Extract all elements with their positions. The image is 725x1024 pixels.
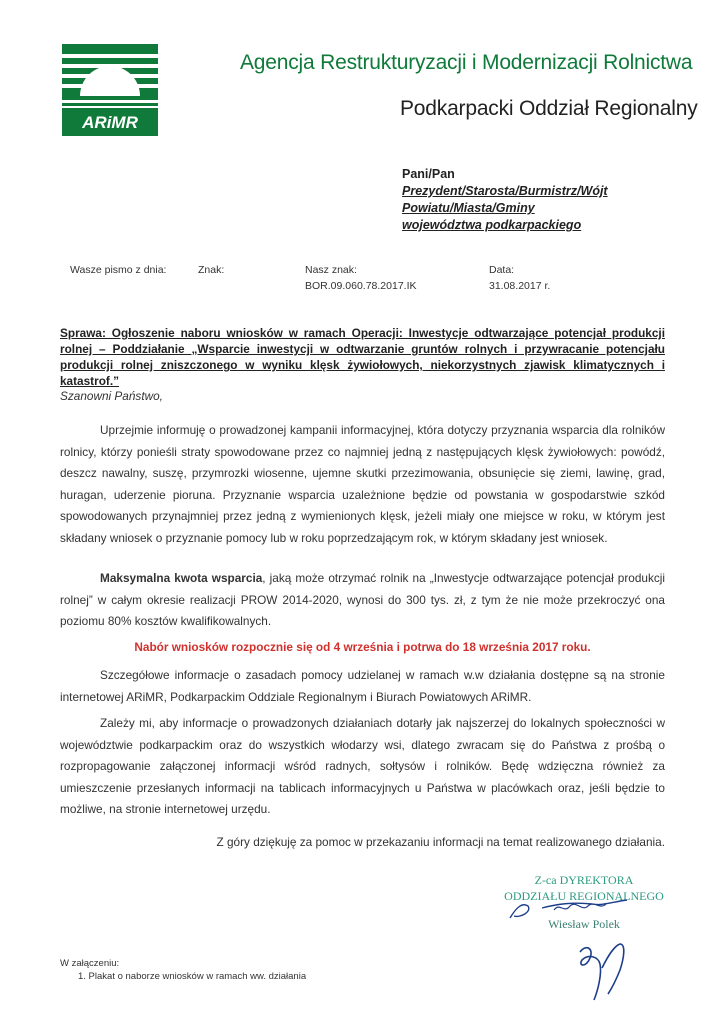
agency-name: Agencja Restrukturyzacji i Modernizacji Rolnictwa: [240, 51, 693, 74]
our-sign-label: Nasz znak:: [305, 264, 357, 276]
branch-name: Podkarpacki Oddział Regionalny: [400, 97, 698, 120]
date-label: Data:: [489, 264, 515, 276]
attachment-item: 1. Plakat o naborze wniosków w ramach ww. działania: [78, 971, 307, 982]
paragraph-3: [60, 665, 665, 708]
our-sign-value: BOR.09.060.78.2017.IK: [305, 280, 417, 292]
arimr-logo: [62, 44, 158, 136]
paragraph-2: [60, 568, 665, 633]
sign-label: Znak:: [198, 264, 225, 276]
paragraph-1: [60, 420, 665, 549]
paragraph-2-bold: Maksymalna kwota wsparcia: [100, 571, 263, 585]
addressee-line-3: Powiatu/Miasta/Gminy: [402, 201, 535, 215]
addressee-block: [402, 166, 608, 234]
attachments: [60, 957, 306, 983]
paragraph-1-text: Uprzejmie informuję o prowadzonej kampanii informacyjnej, która dotyczy przyznania wsparcia dla rolników rolnicy, którzy ponieśli straty spowodowane przez co najmniej jedną z następujących klęsk żywiołowych: powódź, deszcz nawalny, suszę, przymrozki wiosenne, ujemne skutki przezimowania, obsunięcie się ziemi, lawinę, grad, huragan, uderzenie pioruna. Przyznanie wsparcia uzależnione będzie od powstania w gospodarstwie szkód spowodowanych przynajmniej przez jedną z wymienionych klęsk, jeżeli miały one miejsce w roku, w którym jest składany wniosek o przyznanie pomocy lub w roku poprzedzającym rok, w którym składany jest wniosek.: [60, 423, 665, 545]
handwritten-signature: [572, 938, 632, 1004]
paragraph-3-text: Szczegółowe informacje o zasadach pomocy udzielanej w ramach w.w działania dostępne są na stronie internetowej ARiMR, Podkarpackim Oddziale Regionalnym i Biurach Powiatowych ARiMR.: [60, 668, 665, 704]
attachments-label: W załączeniu:: [60, 958, 120, 969]
logo-text: ARiMR: [82, 113, 138, 132]
subject-line: Sprawa: Ogłoszenie naboru wniosków w ramach Operacji: Inwestycje odtwarzające potencjał produkcji rolnej – Poddziałanie „Wsparcie inwestycji w odtwarzanie gruntów rolnych i przywracanie potencjału produkcji rolnej zniszczonego w wyniku klęsk żywiołowych, niekorzystnych zjawisk klimatycznych i katastrof.”: [60, 326, 665, 388]
paragraph-4-text: Zależy mi, aby informacje o prowadzonych działaniach dotarły jak najszerzej do lokalnych społeczności w województwie podkarpackim oraz do wszystkich włodarzy wsi, dlatego zwracam się do Państwa z prośbą o rozpropagowanie załączonej informacji wśród radnych, sołtysów i rolników. Będę wdzięczna również za umieszczenie przesłanych informacji na tablicach informacyjnych u Państwa w placówkach oraz, jeśli będzie to możliwe, na stronie internetowej urzędu.: [60, 716, 665, 816]
stamp-line-2: ODDZIAŁU REGIONALNEGO: [504, 889, 664, 903]
date-value: 31.08.2017 r.: [489, 280, 551, 292]
stamp-line-1: Z-ca DYREKTORA: [534, 873, 634, 887]
paragraph-2-text: , jaką może otrzymać rolnik na „Inwestycje odtwarzające potencjał produkcji rolnej” w całym okresie realizacji PROW 2014-2020, wynosi do 300 tys. zł, z tym że nie może przekroczyć ona poziomu 80% kosztów kwalifikowalnych.: [60, 571, 665, 628]
thanks-line: Z góry dziękuję za pomoc w przekazaniu informacji na temat realizowanego działania.: [216, 835, 665, 849]
your-letter-label: Wasze pismo z dnia:: [70, 264, 167, 276]
paragraph-4: [60, 713, 665, 821]
addressee-line-1: Pani/Pan: [402, 167, 455, 181]
handwritten-signature-small: [502, 888, 642, 928]
stamp-line-3: Wiesław Polek: [548, 917, 620, 931]
recruitment-notice: Nabór wniosków rozpocznie się od 4 września i potrwa do 18 września 2017 roku.: [134, 640, 591, 654]
greeting: Szanowni Państwo,: [60, 389, 163, 403]
addressee-line-4: województwa podkarpackiego: [402, 218, 582, 232]
addressee-line-2: Prezydent/Starosta/Burmistrz/Wójt: [402, 184, 608, 198]
